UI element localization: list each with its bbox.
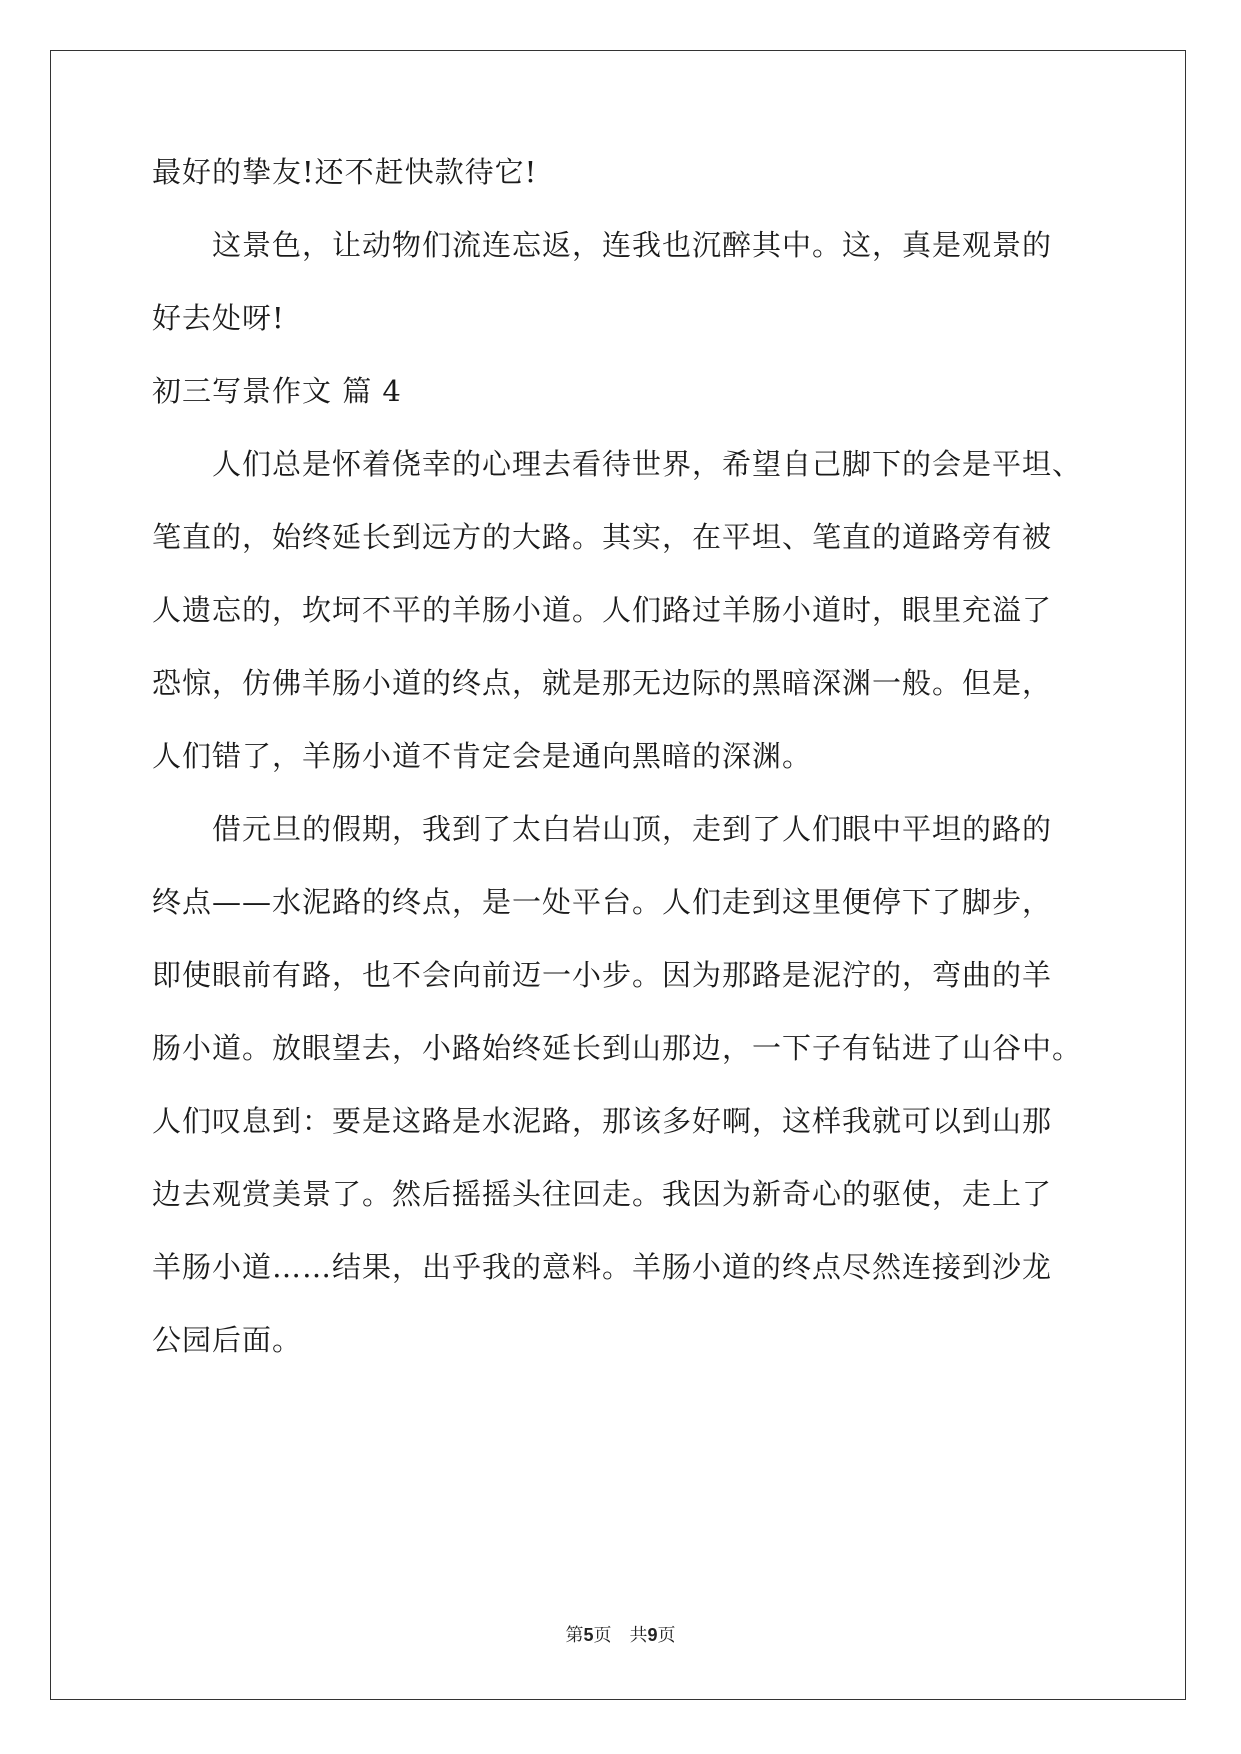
text-line: 羊肠小道……结果，出乎我的意料。羊肠小道的终点尽然连接到沙龙: [152, 1250, 1053, 1284]
text-line: 即使眼前有路，也不会向前迈一小步。因为那路是泥泞的，弯曲的羊: [152, 958, 1053, 992]
page-label-mid: 页 共: [593, 1625, 648, 1646]
text-line: 人们总是怀着侥幸的心理去看待世界，希望自己脚下的会是平坦、: [152, 447, 1083, 481]
page-number-total: 9: [647, 1625, 658, 1645]
text-line: 好去处呀!: [152, 301, 285, 335]
text-line: 边去观赏美景了。然后摇摇头往回走。我因为新奇心的驱使，走上了: [152, 1177, 1053, 1211]
page-number-current: 5: [583, 1625, 594, 1645]
section-heading: 初三写景作文 篇 4: [152, 374, 402, 408]
text-line: 借元旦的假期，我到了太白岩山顶，走到了人们眼中平坦的路的: [152, 812, 1053, 846]
text-line: 最好的挚友!还不赶快款待它!: [152, 155, 538, 189]
text-line: 恐惊，仿佛羊肠小道的终点，就是那无边际的黑暗深渊一般。但是，: [152, 666, 1053, 700]
text-line: 这景色，让动物们流连忘返，连我也沉醉其中。这，真是观景的: [152, 228, 1053, 262]
text-line: 人们叹息到：要是这路是水泥路，那该多好啊，这样我就可以到山那: [152, 1104, 1053, 1138]
text-line: 笔直的，始终延长到远方的大路。其实，在平坦、笔直的道路旁有被: [152, 520, 1053, 554]
text-line: 肠小道。放眼望去，小路始终延长到山那边，一下子有钻进了山谷中。: [152, 1031, 1083, 1065]
page-footer: [0, 1623, 1241, 1648]
page-label-suffix: 页: [657, 1625, 676, 1646]
page-label-prefix: 第: [565, 1625, 584, 1646]
text-line: 人们错了，羊肠小道不肯定会是通向黑暗的深渊。: [152, 739, 813, 773]
text-line: 人遗忘的，坎坷不平的羊肠小道。人们路过羊肠小道时，眼里充溢了: [152, 593, 1053, 627]
text-line: 终点——水泥路的终点，是一处平台。人们走到这里便停下了脚步，: [152, 885, 1053, 919]
text-line: 公园后面。: [152, 1323, 303, 1357]
